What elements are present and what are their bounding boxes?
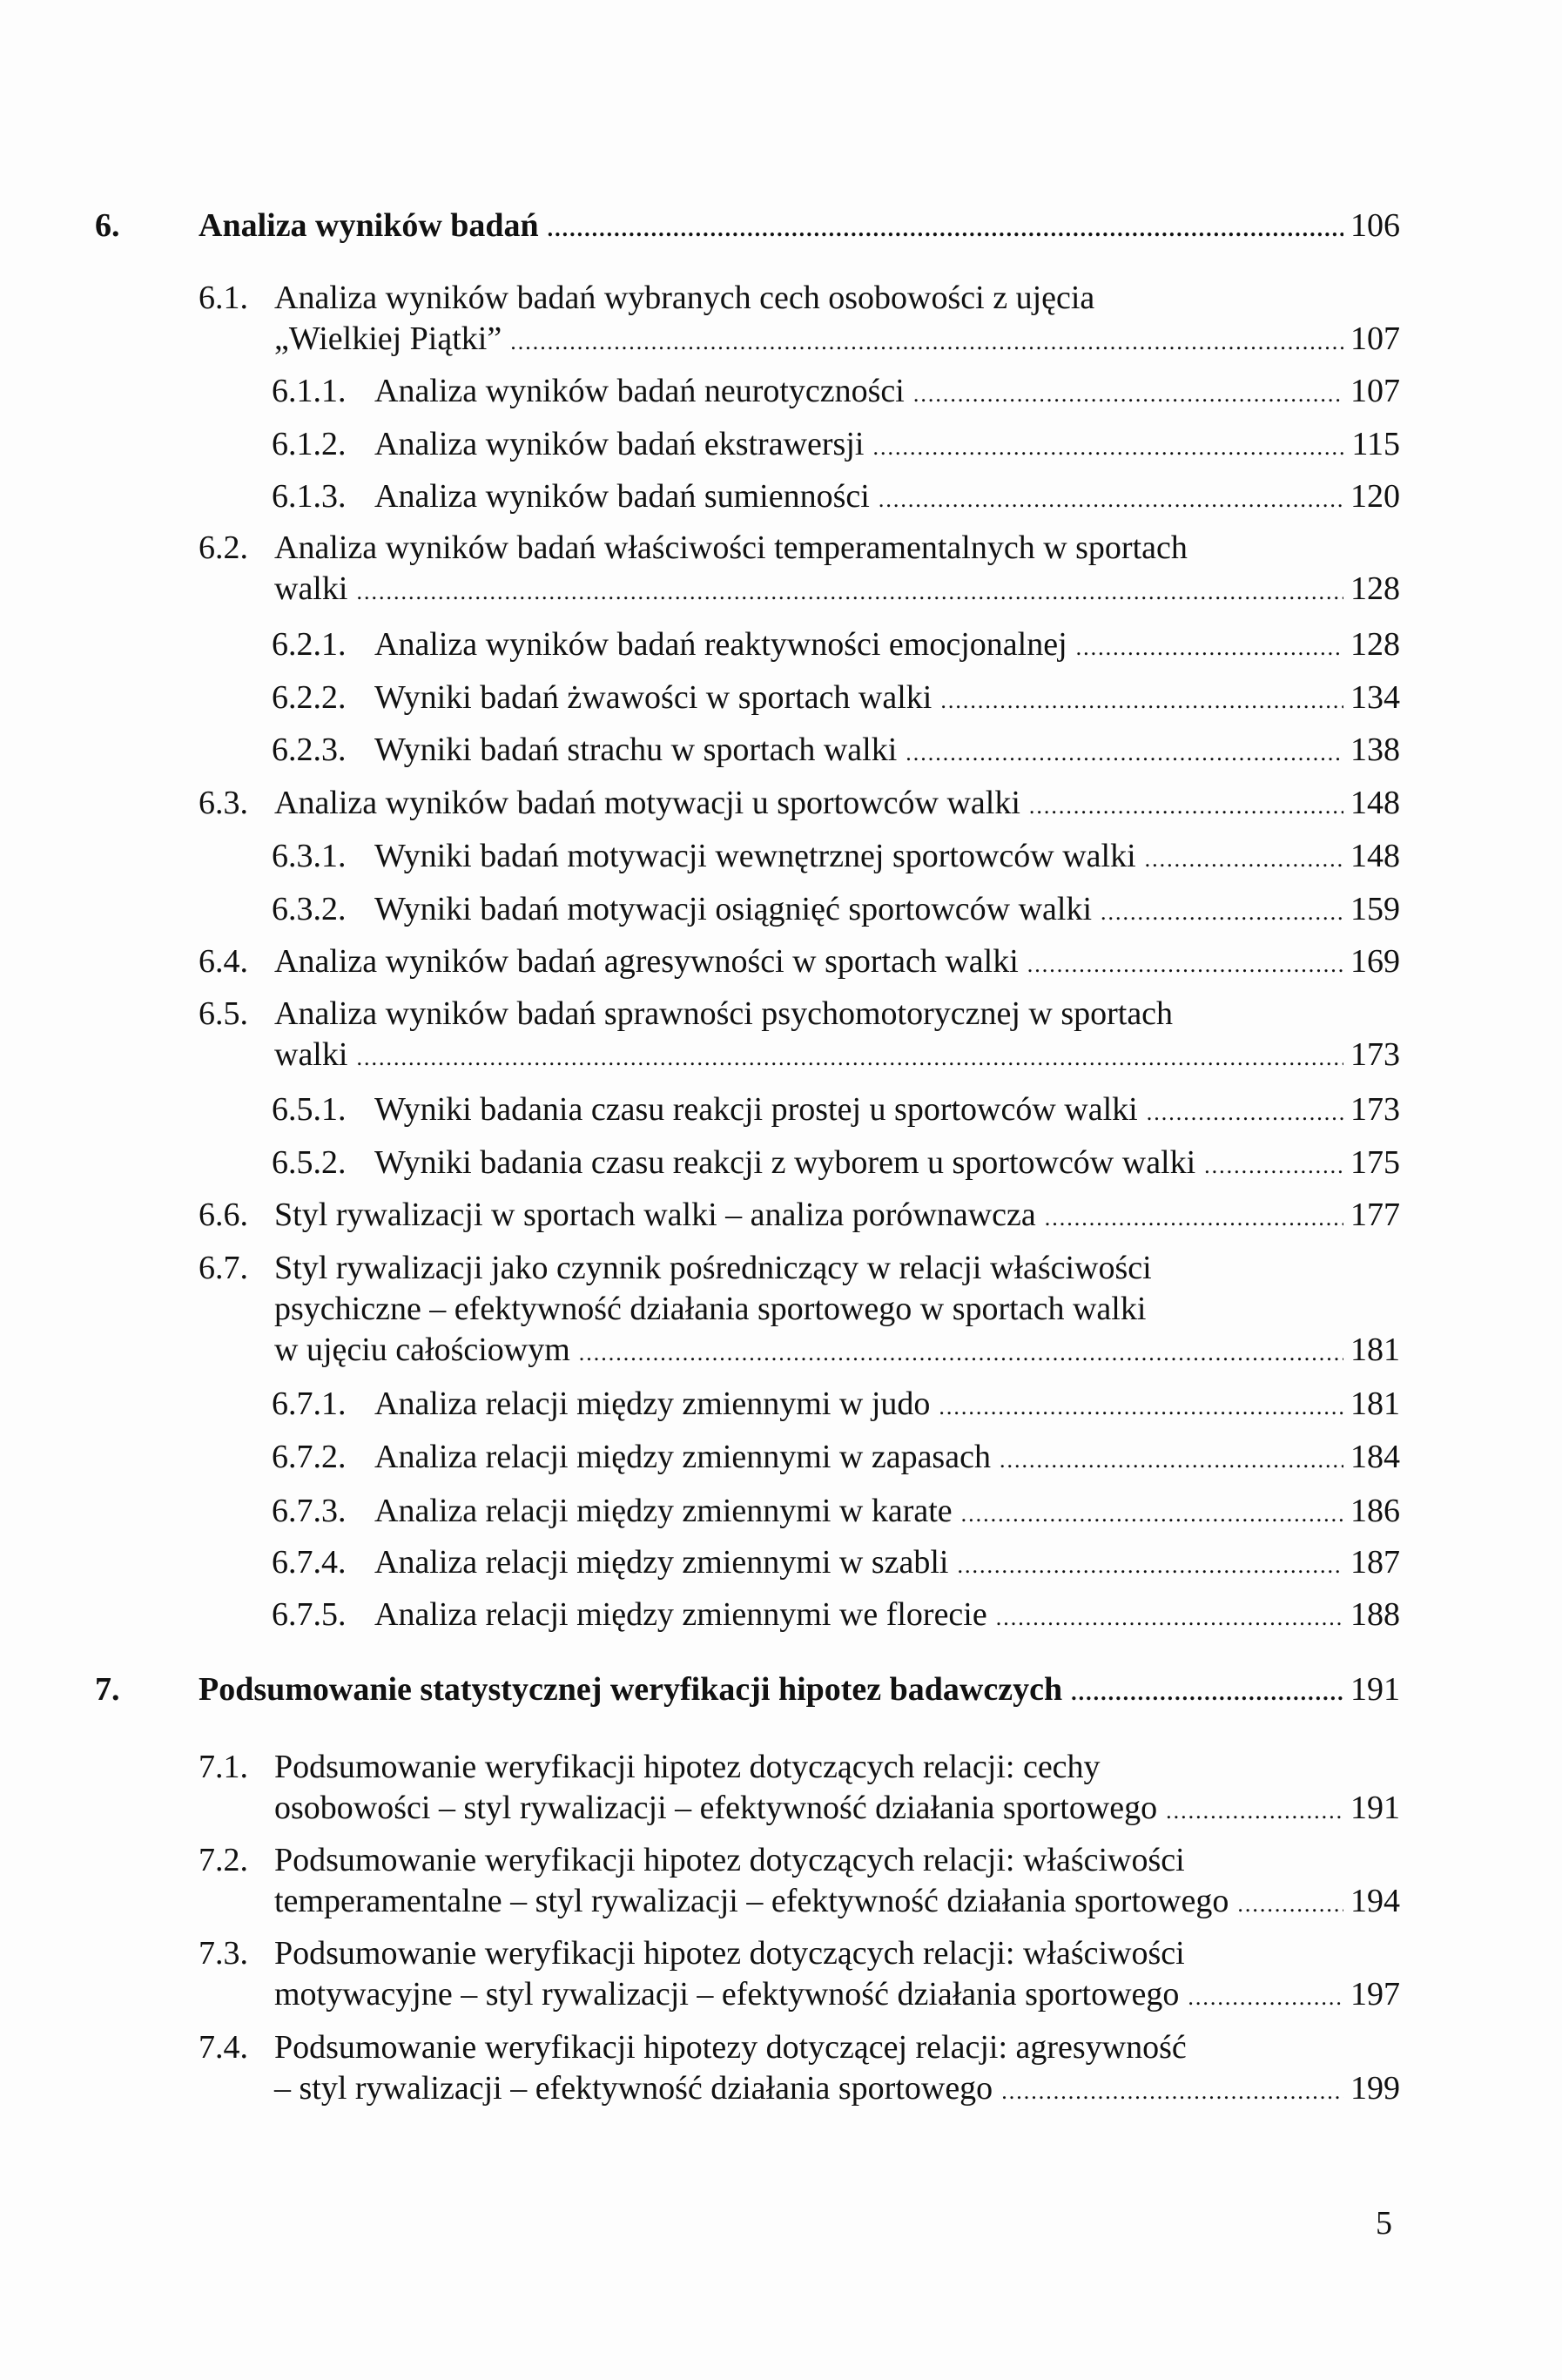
entry-number: 7.: [95, 1671, 120, 1708]
entry-page-number: 134: [1350, 679, 1400, 716]
entry-page-number: 191: [1350, 1671, 1400, 1708]
entry-line: [374, 730, 1400, 771]
entry-page-number: 194: [1350, 1883, 1400, 1919]
toc-entry-6-6: [199, 1195, 1400, 1236]
entry-line: [274, 528, 1400, 569]
dot-leader: [1029, 785, 1343, 826]
entry-page-number: 199: [1350, 2070, 1400, 2107]
toc-entry-6-7-4: [272, 1542, 1400, 1583]
toc-entry-6-7-3: [272, 1491, 1400, 1532]
entry-page-number: 120: [1350, 478, 1400, 515]
entry-number: 7.2.: [199, 1842, 248, 1878]
toc-entry-6: [95, 206, 1400, 246]
dot-leader: [356, 1037, 1343, 1078]
entry-page-number: 181: [1350, 1332, 1400, 1368]
entry-line: [374, 624, 1400, 665]
dot-leader: [510, 321, 1343, 362]
entry-line: [274, 1248, 1400, 1289]
entry-page-number: 173: [1350, 1091, 1400, 1128]
toc-entry-7-4: [199, 2027, 1400, 2109]
entry-title: Analiza wyników badań reaktywności emocjonalnej: [374, 626, 1067, 663]
entry-number: 6.5.: [199, 995, 248, 1032]
toc-entry-6-1-3: [272, 476, 1400, 517]
entry-number: 7.3.: [199, 1935, 248, 1972]
toc-entry-7-1: [199, 1747, 1400, 1829]
entry-line: [274, 1840, 1400, 1881]
entry-number: 6.2.2.: [272, 679, 347, 716]
entry-title: Analiza relacji między zmiennymi w judo: [374, 1386, 931, 1422]
entry-number: 6.3.1.: [272, 838, 347, 874]
entry-page-number: 107: [1350, 320, 1400, 357]
entry-title: Analiza wyników badań agresywności w sportach walki: [274, 943, 1019, 980]
entry-number: 6.7.3.: [272, 1493, 347, 1529]
entry-page-number: 106: [1350, 207, 1400, 244]
entry-title: walki: [274, 1036, 348, 1073]
entry-title: Styl rywalizacji w sportach walki – analiza porównawcza: [274, 1197, 1036, 1233]
entry-title: Analiza wyników badań: [199, 207, 539, 244]
toc-entry-7-3: [199, 1933, 1400, 2015]
entry-title: Wyniki badań motywacji wewnętrznej sportowców walki: [374, 838, 1136, 874]
dot-leader: [1001, 2071, 1343, 2112]
entry-number: 6.1.1.: [272, 373, 347, 409]
entry-line: [374, 1384, 1400, 1425]
entry-line: [374, 1143, 1400, 1183]
entry-title: Analiza relacji między zmiennymi w karate: [374, 1493, 953, 1529]
entry-page-number: 159: [1350, 891, 1400, 927]
entry-number: 6.6.: [199, 1197, 248, 1233]
entry-page-number: 187: [1350, 1544, 1400, 1581]
dot-leader: [940, 680, 1343, 721]
entry-page-number: 191: [1350, 1790, 1400, 1826]
dot-leader: [1076, 627, 1343, 668]
entry-number: 6.2.: [199, 529, 248, 566]
entry-line: [274, 319, 1400, 360]
dot-leader: [548, 208, 1343, 249]
entry-line: [274, 1195, 1400, 1236]
entry-title: Analiza wyników badań właściwości temperamentalnych w sportach: [274, 529, 1188, 566]
dot-leader: [872, 427, 1344, 468]
toc-entry-6-7-2: [272, 1437, 1400, 1478]
toc-entry-6-1: [199, 278, 1400, 360]
entry-line: [274, 1289, 1400, 1330]
dot-leader: [1188, 1977, 1343, 2018]
toc-entry-6-1-1: [272, 371, 1400, 412]
entry-page-number: 128: [1350, 570, 1400, 607]
entry-page-number: 197: [1350, 1976, 1400, 2013]
dot-leader: [579, 1332, 1343, 1373]
dot-leader: [1147, 1092, 1343, 1133]
entry-title: Wyniki badań motywacji osiągnięć sportowców walki: [374, 891, 1093, 927]
dot-leader: [879, 479, 1343, 520]
entry-title: Styl rywalizacji jako czynnik pośredniczący w relacji właściwości: [274, 1250, 1152, 1286]
toc-entry-6-5: [199, 994, 1400, 1075]
toc-entry-6-3-1: [272, 836, 1400, 877]
entry-number: 6.1.3.: [272, 478, 347, 515]
entry-number: 6.2.1.: [272, 626, 347, 663]
entry-line: [374, 1491, 1400, 1532]
entry-line: [199, 1669, 1400, 1710]
entry-title: temperamentalne – styl rywalizacji – efektywność działania sportowego: [274, 1883, 1229, 1919]
toc-entry-6-5-2: [272, 1143, 1400, 1183]
dot-leader: [906, 732, 1343, 773]
entry-title: Wyniki badań żwawości w sportach walki: [374, 679, 932, 716]
entry-title: Podsumowanie weryfikacji hipotez dotyczących relacji: właściwości: [274, 1935, 1185, 1972]
toc-entry-6-7: [199, 1248, 1400, 1371]
entry-number: 7.1.: [199, 1749, 248, 1785]
entry-page-number: 107: [1350, 373, 1400, 409]
entry-title: – styl rywalizacji – efektywność działania sportowego: [274, 2070, 993, 2107]
entry-number: 6.7.1.: [272, 1386, 347, 1422]
entry-line: [374, 1542, 1400, 1583]
entry-title: Podsumowanie weryfikacji hipotez dotyczących relacji: cechy: [274, 1749, 1101, 1785]
toc-entry-6-2-3: [272, 730, 1400, 771]
entry-title: walki: [274, 570, 348, 607]
entry-line: [274, 1974, 1400, 2015]
entry-line: [274, 783, 1400, 824]
entry-number: 6.5.2.: [272, 1144, 347, 1181]
entry-number: 6.1.2.: [272, 426, 347, 462]
entry-page-number: 128: [1350, 626, 1400, 663]
entry-line: [374, 371, 1400, 412]
entry-line: [274, 569, 1400, 610]
entry-line: [274, 2027, 1400, 2068]
entry-line: [274, 1881, 1400, 1922]
entry-title: w ujęciu całościowym: [274, 1332, 570, 1368]
dot-leader: [1101, 892, 1343, 933]
entry-number: 6.4.: [199, 943, 248, 980]
entry-title: Analiza wyników badań sumienności: [374, 478, 870, 515]
entry-page-number: 115: [1351, 426, 1400, 462]
dot-leader: [1045, 1197, 1343, 1238]
entry-number: 6.7.: [199, 1250, 248, 1286]
entry-title: Analiza relacji między zmiennymi w szabli: [374, 1544, 949, 1581]
entry-title: Analiza wyników badań ekstrawersji: [374, 426, 865, 462]
entry-line: [274, 2068, 1400, 2109]
entry-title: Analiza wyników badań motywacji u sportowców walki: [274, 785, 1020, 821]
entry-page-number: 148: [1350, 838, 1400, 874]
entry-line: [274, 1747, 1400, 1788]
entry-page-number: 175: [1350, 1144, 1400, 1181]
entry-line: [374, 1089, 1400, 1130]
dot-leader: [1237, 1884, 1343, 1925]
entry-line: [374, 424, 1400, 465]
entry-title: Analiza relacji między zmiennymi we florecie: [374, 1596, 987, 1633]
entry-line: [274, 941, 1400, 982]
entry-number: 6.1.: [199, 280, 248, 316]
entry-line: [374, 1595, 1400, 1635]
toc-entry-6-2-2: [272, 678, 1400, 718]
entry-number: 6.7.5.: [272, 1596, 347, 1633]
dot-leader: [1000, 1439, 1343, 1480]
entry-line: [274, 278, 1400, 319]
dot-leader: [1166, 1790, 1343, 1831]
entry-number: 6.: [95, 207, 120, 244]
entry-line: [274, 1035, 1400, 1075]
entry-title: „Wielkiej Piątki”: [274, 320, 502, 357]
entry-title: Wyniki badania czasu reakcji prostej u sportowców walki: [374, 1091, 1138, 1128]
entry-page-number: 177: [1350, 1197, 1400, 1233]
toc-entry-6-7-5: [272, 1595, 1400, 1635]
dot-leader: [996, 1597, 1343, 1638]
entry-page-number: 148: [1350, 785, 1400, 821]
entry-title: Wyniki badania czasu reakcji z wyborem u sportowców walki: [374, 1144, 1196, 1181]
entry-title: osobowości – styl rywalizacji – efektywność działania sportowego: [274, 1790, 1158, 1826]
toc-entry-6-1-2: [272, 424, 1400, 465]
entry-title: Analiza wyników badań wybranych cech osobowości z ujęcia: [274, 280, 1095, 316]
entry-title: Analiza wyników badań neurotyczności: [374, 373, 905, 409]
entry-page-number: 184: [1350, 1439, 1400, 1475]
toc-entry-6-3: [199, 783, 1400, 824]
entry-line: [274, 994, 1400, 1035]
entry-line: [374, 1437, 1400, 1478]
dot-leader: [1145, 839, 1343, 880]
entry-line: [199, 206, 1400, 246]
entry-title: Podsumowanie weryfikacji hipotez dotyczących relacji: właściwości: [274, 1842, 1185, 1878]
dot-leader: [913, 374, 1343, 415]
entry-number: 6.5.1.: [272, 1091, 347, 1128]
entry-line: [374, 476, 1400, 517]
entry-page-number: 138: [1350, 732, 1400, 768]
dot-leader: [356, 571, 1343, 612]
entry-number: 6.2.3.: [272, 732, 347, 768]
entry-title: motywacyjne – styl rywalizacji – efektywność działania sportowego: [274, 1976, 1180, 2013]
entry-line: [274, 1330, 1400, 1371]
toc-entry-6-7-1: [272, 1384, 1400, 1425]
toc-entry-6-2-1: [272, 624, 1400, 665]
entry-number: 6.7.4.: [272, 1544, 347, 1581]
page-number: 5: [1376, 2205, 1392, 2242]
entry-number: 6.3.2.: [272, 891, 347, 927]
dot-leader: [961, 1493, 1343, 1534]
dot-leader: [939, 1386, 1343, 1427]
entry-page-number: 186: [1350, 1493, 1400, 1529]
entry-title: Wyniki badań strachu w sportach walki: [374, 732, 898, 768]
entry-line: [274, 1933, 1400, 1974]
entry-number: 6.3.: [199, 785, 248, 821]
toc-entry-6-3-2: [272, 889, 1400, 930]
entry-line: [274, 1788, 1400, 1829]
entry-title: Podsumowanie statystycznej weryfikacji hipotez badawczych: [199, 1671, 1063, 1708]
dot-leader: [957, 1545, 1343, 1586]
entry-line: [374, 836, 1400, 877]
toc-entry-7: [95, 1669, 1400, 1710]
entry-title: psychiczne – efektywność działania sportowego w sportach walki: [274, 1291, 1147, 1327]
entry-page-number: 169: [1350, 943, 1400, 980]
entry-number: 6.7.2.: [272, 1439, 347, 1475]
dot-leader: [1071, 1672, 1343, 1713]
entry-page-number: 181: [1350, 1386, 1400, 1422]
entry-line: [374, 678, 1400, 718]
toc-entry-6-5-1: [272, 1089, 1400, 1130]
entry-number: 7.4.: [199, 2029, 248, 2066]
entry-title: Podsumowanie weryfikacji hipotezy dotyczącej relacji: agresywność: [274, 2029, 1187, 2066]
entry-title: Analiza wyników badań sprawności psychomotorycznej w sportach: [274, 995, 1174, 1032]
toc-entry-6-2: [199, 528, 1400, 610]
dot-leader: [1027, 944, 1343, 985]
entry-page-number: 188: [1350, 1596, 1400, 1633]
dot-leader: [1204, 1145, 1343, 1186]
toc-entry-7-2: [199, 1840, 1400, 1922]
toc-entry-6-4: [199, 941, 1400, 982]
entry-line: [374, 889, 1400, 930]
entry-title: Analiza relacji między zmiennymi w zapasach: [374, 1439, 991, 1475]
entry-page-number: 173: [1350, 1036, 1400, 1073]
